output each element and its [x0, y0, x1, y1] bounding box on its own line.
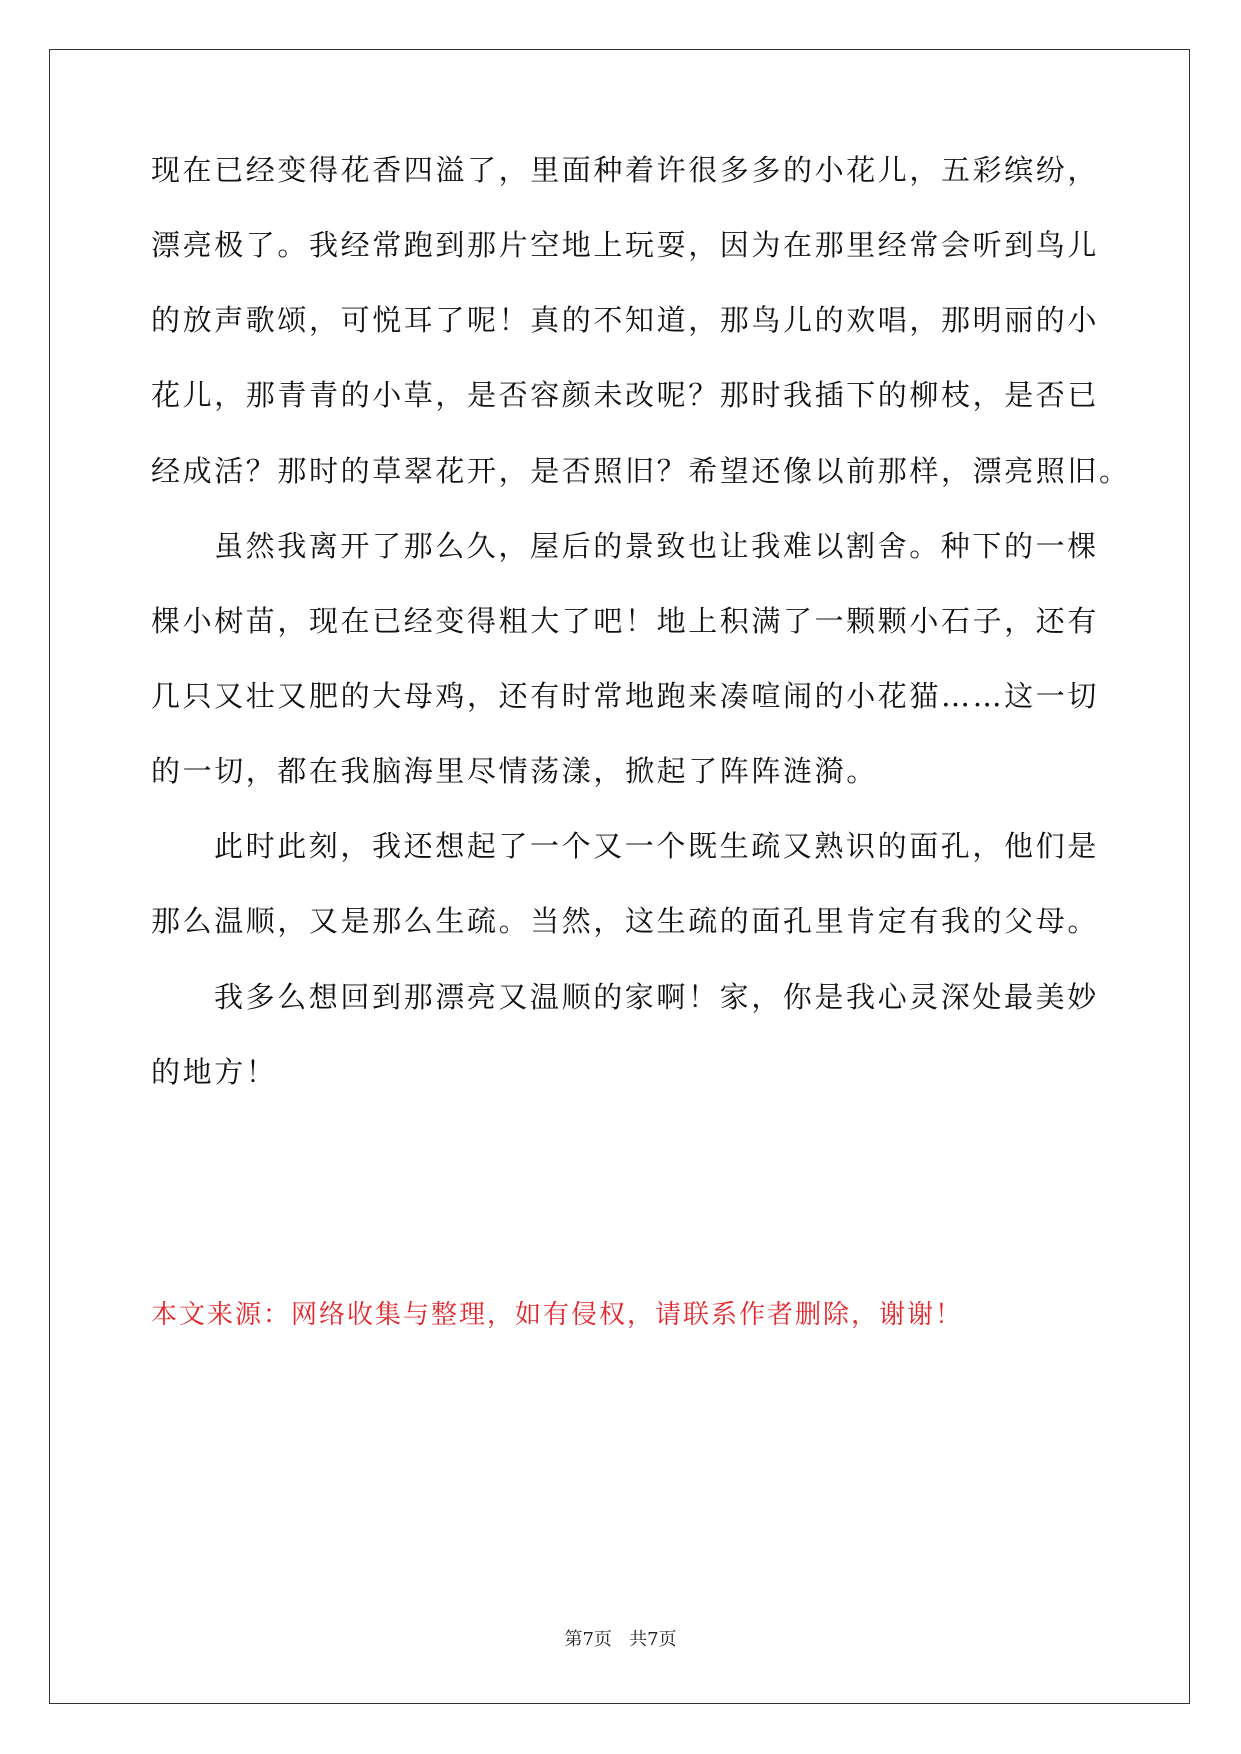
body-line: 我多么想回到那漂亮又温顺的家啊！家，你是我心灵深处最美妙	[214, 980, 1099, 1014]
page-border	[49, 49, 1190, 1704]
page-footer	[0, 1628, 1241, 1652]
body-line: 经成活？那时的草翠花开，是否照旧？希望还像以前那样，漂亮照旧。	[151, 454, 1131, 488]
body-line: 的地方！	[151, 1055, 278, 1089]
body-line: 虽然我离开了那么久，屋后的景致也让我难以割舍。种下的一棵	[214, 529, 1099, 563]
body-line: 几只又壮又肥的大母鸡，还有时常地跑来凑喧闹的小花猫……这一切	[151, 679, 1100, 713]
body-line: 的放声歌颂，可悦耳了呢！真的不知道，那鸟儿的欢唱，那明丽的小	[151, 303, 1100, 337]
body-line: 棵小树苗，现在已经变得粗大了吧！地上积满了一颗颗小石子，还有	[151, 604, 1100, 638]
current-page-number: 第7页	[564, 1629, 612, 1650]
body-line: 花儿，那青青的小草，是否容颜未改呢？那时我插下的柳枝，是否已	[151, 378, 1100, 412]
source-notice: 本文来源：网络收集与整理，如有侵权，请联系作者删除，谢谢！	[151, 1300, 964, 1330]
body-line: 此时此刻，我还想起了一个又一个既生疏又熟识的面孔，他们是	[214, 829, 1099, 863]
body-line: 的一切，都在我脑海里尽情荡漾，掀起了阵阵涟漪。	[151, 754, 878, 788]
body-line: 那么温顺，又是那么生疏。当然，这生疏的面孔里肯定有我的父母。	[151, 904, 1100, 938]
body-line: 现在已经变得花香四溢了，里面种着许很多多的小花儿，五彩缤纷，	[151, 153, 1100, 187]
total-page-count: 共7页	[629, 1629, 677, 1650]
body-line: 漂亮极了。我经常跑到那片空地上玩耍，因为在那里经常会听到鸟儿	[151, 228, 1100, 262]
